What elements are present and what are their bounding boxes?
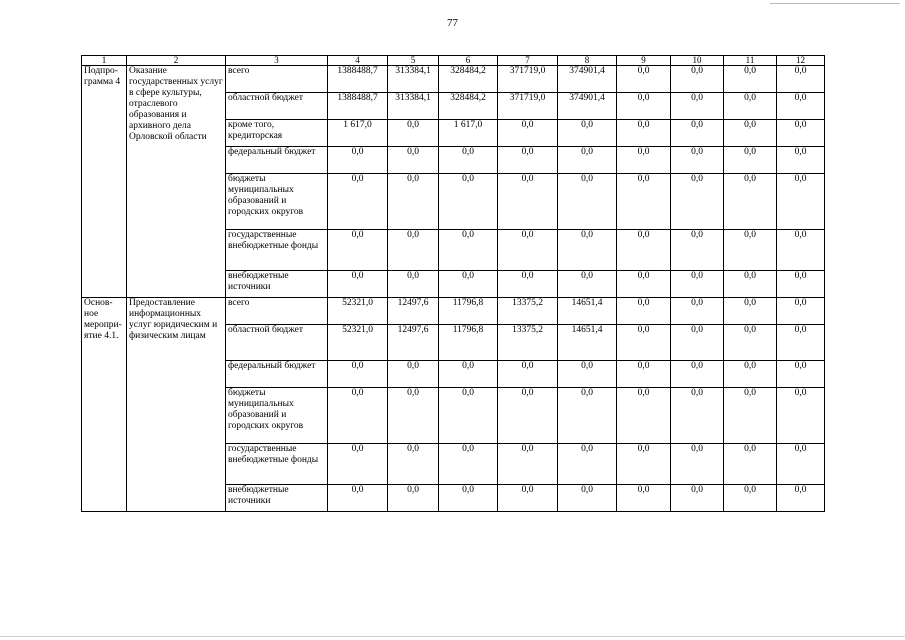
funding-source-cell: областной бюджет [226,93,328,120]
value-cell: 0,0 [724,388,777,444]
value-cell: 0,0 [777,230,825,271]
value-cell: 0,0 [328,271,388,298]
value-cell: 12497,6 [388,298,439,325]
value-cell: 0,0 [328,361,388,388]
value-cell: 0,0 [671,174,724,230]
funding-source-cell: внебюджетные источники [226,271,328,298]
funding-source-cell: федеральный бюджет [226,147,328,174]
description-cell: Предоставление информационных услуг юридическим и физическим лицам [127,298,226,512]
value-cell: 0,0 [724,271,777,298]
program-cell: Подпро- грамма 4 [82,66,127,298]
value-cell: 0,0 [724,120,777,147]
value-cell: 0,0 [671,230,724,271]
value-cell: 0,0 [724,230,777,271]
value-cell: 0,0 [388,174,439,230]
table-row [82,298,825,325]
header-cell: 9 [617,56,671,66]
value-cell: 0,0 [617,230,671,271]
value-cell: 0,0 [388,230,439,271]
value-cell: 0,0 [558,230,617,271]
value-cell: 0,0 [777,120,825,147]
value-cell: 0,0 [777,271,825,298]
value-cell: 0,0 [388,147,439,174]
value-cell: 0,0 [671,485,724,512]
value-cell: 0,0 [558,120,617,147]
program-cell: Основ- ное меропри- ятие 4.1. [82,298,127,512]
value-cell: 0,0 [439,147,498,174]
value-cell: 0,0 [724,298,777,325]
value-cell: 14651,4 [558,325,617,361]
value-cell: 0,0 [558,361,617,388]
value-cell: 0,0 [439,444,498,485]
budget-table [81,55,825,512]
value-cell: 1 617,0 [439,120,498,147]
value-cell: 371719,0 [498,66,558,93]
value-cell: 0,0 [777,298,825,325]
header-cell: 11 [724,56,777,66]
funding-source-cell: бюджеты муниципальных образований и городских округов [226,388,328,444]
value-cell: 0,0 [558,388,617,444]
value-cell: 0,0 [671,66,724,93]
value-cell: 0,0 [724,444,777,485]
value-cell: 0,0 [328,174,388,230]
value-cell: 0,0 [671,298,724,325]
value-cell: 0,0 [388,361,439,388]
value-cell: 374901,4 [558,93,617,120]
value-cell: 0,0 [388,120,439,147]
value-cell: 313384,1 [388,93,439,120]
header-cell: 6 [439,56,498,66]
header-cell: 8 [558,56,617,66]
value-cell: 0,0 [328,444,388,485]
value-cell: 0,0 [671,271,724,298]
value-cell: 0,0 [724,361,777,388]
funding-source-cell: федеральный бюджет [226,361,328,388]
funding-source-cell: бюджеты муниципальных образований и городских округов [226,174,328,230]
value-cell: 0,0 [498,485,558,512]
value-cell: 0,0 [328,230,388,271]
value-cell: 0,0 [777,361,825,388]
value-cell: 0,0 [498,444,558,485]
header-row [82,56,825,66]
value-cell: 0,0 [617,147,671,174]
value-cell: 0,0 [498,120,558,147]
value-cell: 0,0 [724,147,777,174]
value-cell: 0,0 [388,444,439,485]
value-cell: 0,0 [498,147,558,174]
value-cell: 0,0 [724,66,777,93]
header-cell: 12 [777,56,825,66]
value-cell: 0,0 [328,147,388,174]
value-cell: 11796,8 [439,298,498,325]
funding-source-cell: всего [226,66,328,93]
table-row [82,66,825,93]
value-cell: 0,0 [388,271,439,298]
value-cell: 0,0 [777,147,825,174]
value-cell: 12497,6 [388,325,439,361]
value-cell: 374901,4 [558,66,617,93]
value-cell: 0,0 [671,147,724,174]
value-cell: 0,0 [617,298,671,325]
value-cell: 0,0 [777,485,825,512]
value-cell: 0,0 [671,120,724,147]
value-cell: 0,0 [617,174,671,230]
value-cell: 0,0 [777,444,825,485]
scan-artifact-line [770,3,900,4]
value-cell: 0,0 [439,361,498,388]
header-cell: 4 [328,56,388,66]
header-cell: 10 [671,56,724,66]
value-cell: 0,0 [777,66,825,93]
header-cell: 2 [127,56,226,66]
value-cell: 0,0 [671,388,724,444]
header-cell: 3 [226,56,328,66]
value-cell: 0,0 [724,174,777,230]
value-cell: 0,0 [617,271,671,298]
value-cell: 0,0 [617,485,671,512]
value-cell: 0,0 [777,388,825,444]
funding-source-cell: внебюджетные источники [226,485,328,512]
value-cell: 0,0 [617,93,671,120]
value-cell: 1388488,7 [328,93,388,120]
value-cell: 0,0 [558,147,617,174]
value-cell: 0,0 [439,388,498,444]
value-cell: 52321,0 [328,325,388,361]
value-cell: 0,0 [671,93,724,120]
value-cell: 0,0 [617,120,671,147]
value-cell: 13375,2 [498,325,558,361]
funding-source-cell: областной бюджет [226,325,328,361]
header-cell: 5 [388,56,439,66]
value-cell: 14651,4 [558,298,617,325]
value-cell: 0,0 [724,93,777,120]
value-cell: 0,0 [498,361,558,388]
description-cell: Оказание государственных услуг в сфере культуры, отраслевого образования и архивного дела Орловской области [127,66,226,298]
header-cell: 1 [82,56,127,66]
value-cell: 0,0 [777,325,825,361]
funding-source-cell: всего [226,298,328,325]
table-body [82,56,825,512]
value-cell: 0,0 [724,485,777,512]
value-cell: 0,0 [617,66,671,93]
value-cell: 0,0 [439,271,498,298]
value-cell: 0,0 [558,174,617,230]
value-cell: 0,0 [439,174,498,230]
value-cell: 0,0 [558,485,617,512]
value-cell: 0,0 [617,388,671,444]
value-cell: 0,0 [388,388,439,444]
value-cell: 0,0 [617,444,671,485]
value-cell: 0,0 [671,361,724,388]
value-cell: 0,0 [558,271,617,298]
value-cell: 0,0 [777,93,825,120]
funding-source-cell: государственные внебюджетные фонды [226,230,328,271]
value-cell: 0,0 [671,325,724,361]
value-cell: 0,0 [724,325,777,361]
funding-source-cell: государственные внебюджетные фонды [226,444,328,485]
header-cell: 7 [498,56,558,66]
value-cell: 0,0 [617,361,671,388]
value-cell: 0,0 [388,485,439,512]
value-cell: 1388488,7 [328,66,388,93]
value-cell: 1 617,0 [328,120,388,147]
page-number: 77 [447,17,458,29]
value-cell: 328484,2 [439,66,498,93]
value-cell: 0,0 [328,388,388,444]
value-cell: 0,0 [439,230,498,271]
value-cell: 0,0 [671,444,724,485]
value-cell: 0,0 [498,271,558,298]
value-cell: 313384,1 [388,66,439,93]
value-cell: 0,0 [498,230,558,271]
value-cell: 328484,2 [439,93,498,120]
scan-artifact-line [0,636,905,637]
funding-source-cell: кроме того, кредиторская [226,120,328,147]
value-cell: 0,0 [777,174,825,230]
value-cell: 371719,0 [498,93,558,120]
value-cell: 0,0 [328,485,388,512]
value-cell: 52321,0 [328,298,388,325]
value-cell: 0,0 [617,325,671,361]
value-cell: 0,0 [498,174,558,230]
value-cell: 0,0 [558,444,617,485]
value-cell: 13375,2 [498,298,558,325]
value-cell: 0,0 [498,388,558,444]
value-cell: 11796,8 [439,325,498,361]
value-cell: 0,0 [439,485,498,512]
